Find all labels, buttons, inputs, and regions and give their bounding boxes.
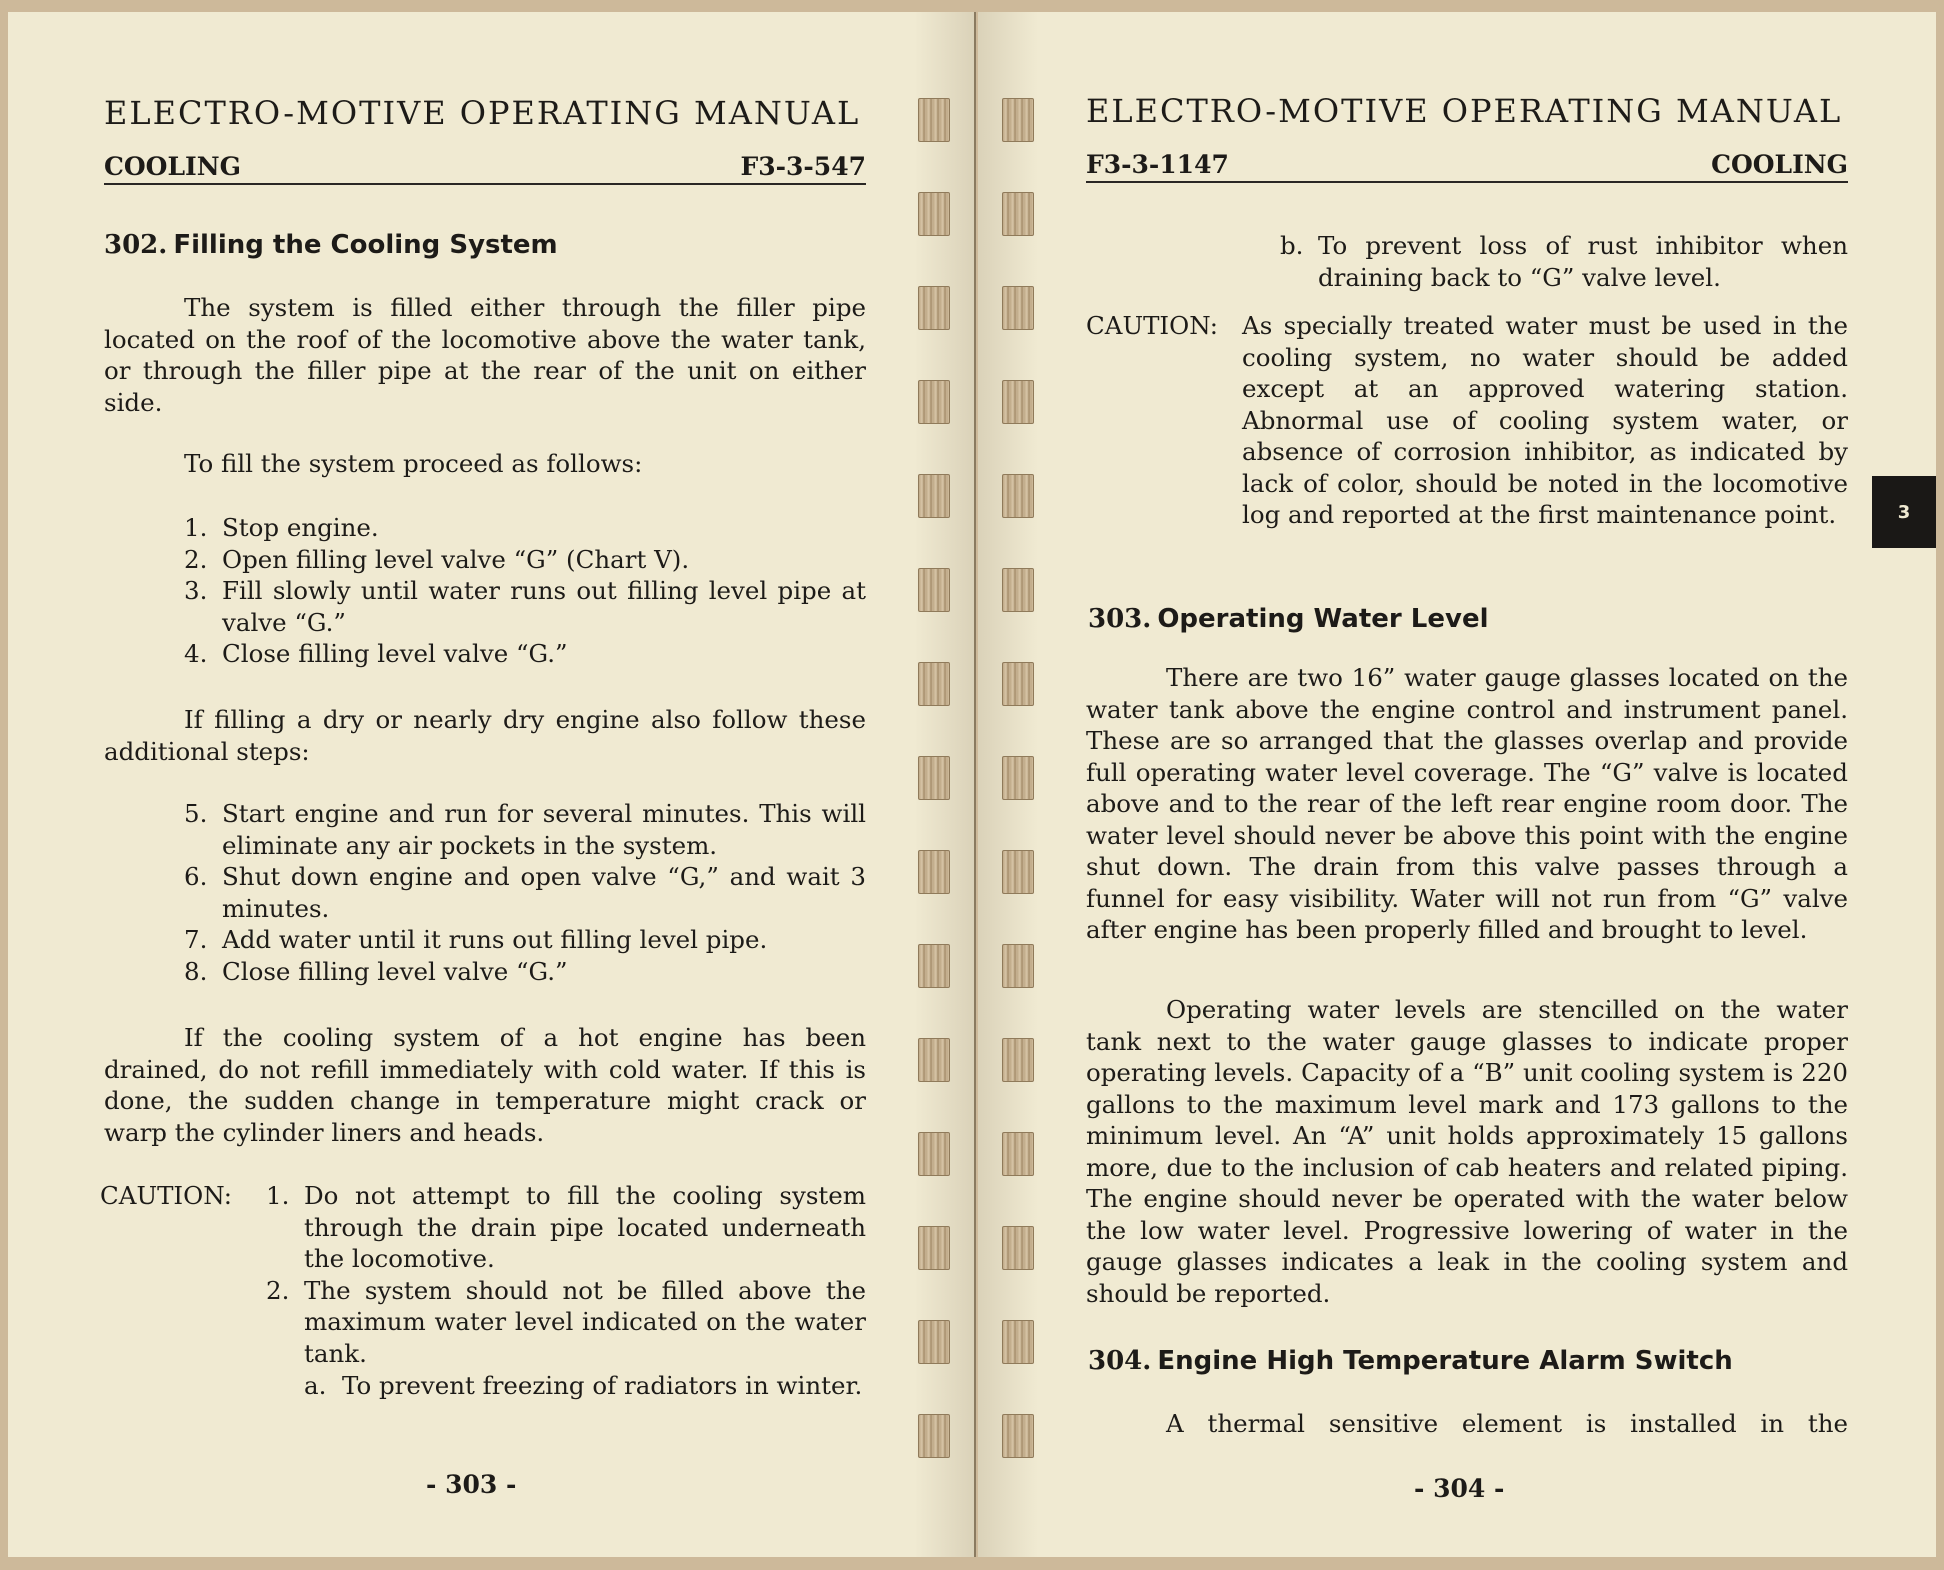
- binding-hole: [918, 98, 950, 142]
- fill-steps-list: [184, 512, 866, 670]
- binding-hole: [1002, 662, 1034, 706]
- list-item: 1. Stop engine.: [184, 513, 379, 542]
- right-page: [978, 12, 1936, 1557]
- section-tab[interactable]: 3: [1872, 476, 1936, 548]
- binding-hole: [1002, 568, 1034, 612]
- heading-number: 303.: [1088, 604, 1152, 634]
- list-item: 1. Do not attempt to fill the cooling system through the drain pipe located underneath the locomotive.: [266, 1181, 866, 1273]
- binding-hole: [918, 662, 950, 706]
- caution-sub-list: [304, 1370, 866, 1402]
- page-code: F3-3-547: [740, 152, 866, 181]
- page-number: - 303 -: [426, 1470, 517, 1499]
- manual-title: ELECTRO-MOTIVE OPERATING MANUAL: [1086, 92, 1843, 130]
- binding-hole: [1002, 944, 1034, 988]
- list-item: 2. The system should not be filled above the maximum water level indicated on the water tank.: [266, 1275, 866, 1368]
- list-item: a. To prevent freezing of radiators in winter.: [304, 1371, 863, 1400]
- binding-hole: [1002, 474, 1034, 518]
- caution-block: [100, 1180, 866, 1460]
- proceed-line: To fill the system proceed as follows:: [184, 449, 643, 478]
- list-item: b. To prevent loss of rust inhibitor when draining back to “G” valve level.: [1280, 231, 1848, 292]
- binding-hole: [918, 568, 950, 612]
- heading-text: Filling the Cooling System: [173, 230, 558, 260]
- binding-hole: [1002, 98, 1034, 142]
- binding-hole: [918, 850, 950, 894]
- binding-hole: [1002, 286, 1034, 330]
- alarm-switch-paragraph: A thermal sensitive element is installed in the: [1166, 1409, 1848, 1438]
- list-item: 6. Shut down engine and open valve “G,” and wait 3 minutes.: [184, 862, 866, 923]
- binding-hole: [918, 1132, 950, 1176]
- section-heading-302: [104, 230, 558, 260]
- page-number: - 304 -: [1414, 1474, 1505, 1503]
- left-page: [8, 12, 976, 1557]
- intro-paragraph: The system is filled either through the filler pipe located on the roof of the locomotive above the water tank, or through the filler pipe at the rear of the unit on either side.: [104, 293, 866, 417]
- section-heading-303: [1088, 604, 1489, 634]
- list-item: 7. Add water until it runs out filling level pipe.: [184, 925, 768, 954]
- binding-hole: [918, 944, 950, 988]
- binding-hole: [1002, 192, 1034, 236]
- heading-number: 302.: [104, 230, 168, 260]
- heading-number: 304.: [1088, 1346, 1152, 1376]
- binding-hole: [918, 1226, 950, 1270]
- continued-list: [1280, 230, 1848, 293]
- section-header: [104, 152, 866, 185]
- list-item: 5. Start engine and run for several minutes. This will eliminate any air pockets in the system.: [184, 799, 866, 860]
- section-name: COOLING: [104, 152, 241, 181]
- binding-hole: [918, 286, 950, 330]
- caution-block: [1086, 310, 1848, 580]
- list-item: 8. Close filling level valve “G.”: [184, 956, 568, 986]
- page-code: F3-3-1147: [1086, 150, 1229, 179]
- hot-engine-paragraph: If the cooling system of a hot engine has been drained, do not refill immediately with cold water. If this is done, the sudden change in temperature might crack or warp the cylinder liners and heads.: [104, 1023, 866, 1147]
- list-item: 3. Fill slowly until water runs out filling level pipe at valve “G.”: [184, 576, 866, 637]
- binding-hole: [1002, 756, 1034, 800]
- additional-steps-list: [184, 798, 866, 987]
- binding-hole: [1002, 1320, 1034, 1364]
- binding-hole: [1002, 1226, 1034, 1270]
- binding-hole: [918, 192, 950, 236]
- section-heading-304: [1088, 1346, 1733, 1376]
- binding-hole: [1002, 380, 1034, 424]
- caution-text: As specially treated water must be used in the cooling system, no water should be added except at an approved watering station. Abnormal use of cooling system water, or absence of corrosion inhibitor, as indicated by lack of color, should be noted in the locomotive log and reported at the first maintenance point.: [1242, 311, 1848, 529]
- heading-text: Engine High Temperature Alarm Switch: [1157, 1346, 1733, 1376]
- heading-text: Operating Water Level: [1157, 604, 1489, 634]
- water-level-paragraph-2: Operating water levels are stencilled on the water tank next to the water gauge glasses to indicate proper operating levels. Capacity of a “B” unit cooling system is 220 gallons to the maximum level mark and 173 gallons to the minimum level. An “A” unit holds approximately 15 gallons more, due to the inclusion of cab heaters and related piping. The engine should never be operated with the water below the low water level. Progressive lowering of water in the gauge glasses indicates a leak in the cooling system and should be reported.: [1086, 995, 1848, 1308]
- binding-hole: [918, 1414, 950, 1458]
- binding-hole: [918, 380, 950, 424]
- binding-hole: [918, 1320, 950, 1364]
- binding-hole: [1002, 850, 1034, 894]
- water-level-paragraph-1: There are two 16” water gauge glasses located on the water tank above the engine control and instrument panel. These are so arranged that the glasses overlap and provide full operating water level coverage. The “G” valve is located above and to the rear of the left rear engine room door. The water level should never be above this point with the engine shut down. The drain from this valve passes through a funnel for easy visibility. Water will not run from “G” valve after engine has been properly filled and brought to level.: [1086, 663, 1848, 944]
- binding-hole: [1002, 1038, 1034, 1082]
- caution-label: CAUTION:: [100, 1181, 233, 1210]
- section-name: COOLING: [1711, 150, 1848, 179]
- binding-hole: [918, 474, 950, 518]
- list-item: 2. Open filling level valve “G” (Chart V).: [184, 544, 690, 574]
- binding-hole: [1002, 1414, 1034, 1458]
- section-header: [1086, 150, 1848, 183]
- binding-hole: [918, 1038, 950, 1082]
- caution-label: CAUTION:: [1086, 311, 1219, 340]
- manual-title: ELECTRO-MOTIVE OPERATING MANUAL: [104, 94, 861, 132]
- binding-hole: [1002, 1132, 1034, 1176]
- caution-list: [266, 1180, 866, 1369]
- dry-engine-paragraph: If filling a dry or nearly dry engine also follow these additional steps:: [104, 705, 866, 766]
- binding-hole: [918, 756, 950, 800]
- list-item: 4. Close filling level valve “G.”: [184, 639, 568, 668]
